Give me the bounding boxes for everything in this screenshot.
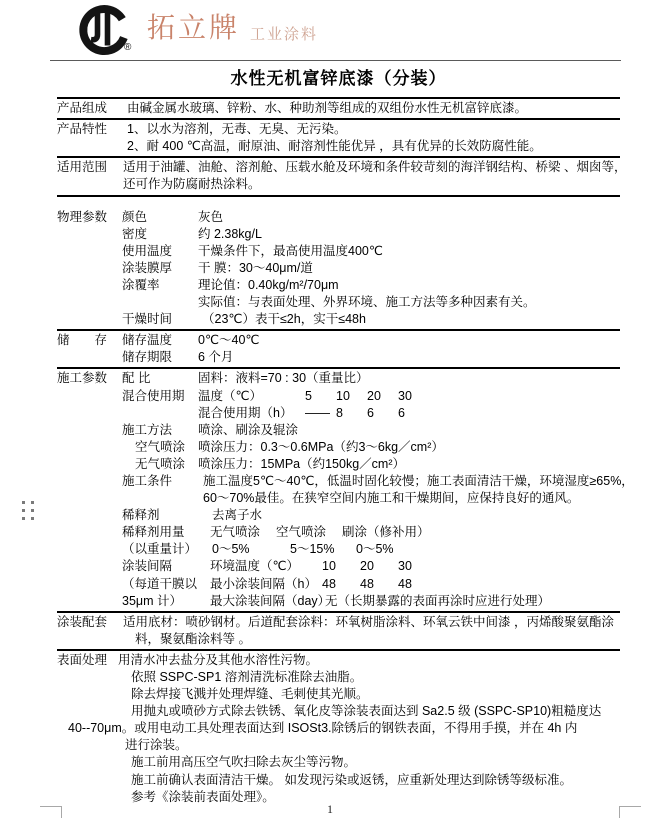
section-label: 产品特性 [57, 122, 108, 137]
section-surface-prep [57, 651, 620, 807]
section-label: 施工参数 [57, 371, 108, 386]
storage-rows [122, 332, 620, 366]
cell: 20 [367, 388, 381, 403]
section-coating-system [57, 613, 620, 649]
cell: 48 [398, 576, 412, 591]
cell: 0～5% [356, 542, 394, 557]
brand-tagline: 工业涂料 [250, 26, 319, 43]
cell: 6 [398, 405, 405, 420]
coating-first-line [57, 614, 620, 631]
section-gap [57, 197, 620, 208]
surface-line: 40--70μm。或用电动工具处理表面达到 ISOSt3.除锈后的钢铁表面，不得用手摸，并在 4h 内 [68, 721, 578, 736]
conditions-line: 施工温度5℃～40℃，低温时固化较慢；施工表面清洁干燥，环境湿度≥65%， [203, 473, 634, 488]
feature-line: 2、耐 400 ℃高温，耐原油、耐溶剂性能优异 ，具有优异的长效防腐性能。 [127, 139, 542, 154]
conditions-lines [198, 473, 634, 507]
section-label: 物理参数 [57, 209, 108, 224]
composition-text: 由碱金属水玻璃、锌粉、水、种助剂等组成的双组份水性无机富锌底漆。 [127, 101, 528, 116]
interval-max-row [198, 593, 620, 610]
features-lines [127, 121, 620, 155]
feature-line: 1、以水为溶剂，无毒、无臭、无污染。 [127, 122, 347, 137]
cell: 最大涂装间隔（day） [210, 593, 331, 608]
surface-line: 用清水冲去盐分及其他水溶性污物。 [118, 652, 319, 667]
cell: 30 [398, 388, 412, 403]
cell: 0～5% [212, 542, 250, 557]
cell: 混合使用期（h） [198, 405, 293, 420]
table-row [122, 243, 620, 260]
row-sublabel: 35μm 计） [122, 593, 182, 608]
object-anchor-dots [22, 501, 37, 525]
row-sublabel: 颜色 [122, 209, 148, 224]
cell: 48 [360, 576, 374, 591]
table-row [122, 370, 620, 387]
row-sublabel: 稀释剂 [122, 508, 160, 523]
row-value: 实际值：与表面处理、外界环境、施工方法等多种因素有关。 [198, 295, 536, 310]
cell: 无气喷涂 [210, 525, 261, 540]
section-label: 适用范围 [57, 160, 108, 175]
table-row [122, 422, 620, 439]
cell: 刷涂（修补用） [342, 525, 430, 540]
row-value: 干燥条件下，最高使用温度400℃ [198, 243, 383, 258]
cell: 20 [360, 559, 374, 574]
row-sublabel: 稀释剂用量 [122, 525, 185, 540]
section-features [57, 120, 620, 156]
surface-line: 进行涂装。 [125, 738, 188, 753]
cell: 温度（℃） [198, 388, 263, 403]
row-sublabel: 混合使用期 [122, 388, 185, 403]
scope-line: 适用于油罐、油舱、溶剂舱、压载水舱及环境和条件较苛刻的海洋钢结构、桥梁 、烟囱等， [123, 160, 627, 175]
row-sublabel: 储存温度 [122, 333, 173, 348]
row-sublabel: 干燥时间 [122, 312, 173, 327]
row-value [198, 507, 620, 524]
section-scope [57, 158, 627, 194]
coating-interval-block [122, 558, 620, 609]
document-title: 水性无机富锌底漆（分装） [230, 69, 447, 88]
pot-life-temp-row [198, 388, 620, 405]
section-physical [57, 208, 620, 330]
physical-rows [122, 209, 620, 329]
interval-min-row [198, 576, 620, 593]
row-sublabel: 无气喷涂 [135, 456, 186, 471]
thinner-amount-table [198, 524, 620, 558]
margin-corner-mark-left [40, 806, 62, 818]
row-sublabel: 空气喷涂 [135, 439, 186, 454]
row-value: 喷涂压力：0.3～0.6MPa（约3～6kg／cm²） [198, 439, 444, 454]
coating-line: 适用底材：喷砂钢材。后道配套涂料：环氧树脂涂料、环氧云铁中间漆 ，丙烯酸聚氨酯涂 [123, 614, 614, 629]
construction-rows [122, 370, 634, 609]
anchor-dot [31, 517, 34, 520]
row-value: 固料：液料=70 : 30（重量比） [198, 371, 369, 386]
row-sublabel: 涂装间隔 [122, 559, 173, 574]
cell: 10 [336, 388, 350, 403]
cell: 30 [398, 559, 412, 574]
cell: 环境温度（℃） [210, 559, 300, 574]
section-construction [57, 369, 634, 610]
cell: 10 [322, 559, 336, 574]
surface-line: 施工前用高压空气吹扫除去灰尘等污物。 [131, 755, 357, 770]
surface-line: 依照 SSPC-SP1 溶剂清洗标准除去油脂。 [131, 670, 363, 684]
registered-trademark: ® [124, 42, 132, 53]
anchor-dot [22, 501, 25, 504]
cell: 无（长期暴露的表面再涂时应进行处理） [325, 593, 551, 608]
section-composition [57, 99, 620, 118]
row-sublabel: 储存期限 [122, 350, 173, 365]
row-sublabel: 涂装膜厚 [122, 260, 173, 275]
row-sublabel: （每道干膜以 [122, 576, 198, 591]
pot-life-table [198, 388, 620, 422]
table-row [122, 439, 620, 456]
cell: 8 [336, 405, 343, 420]
row-value: 灰色 [198, 209, 224, 224]
anchor-dot [31, 509, 34, 512]
coating-interval-table [198, 558, 620, 609]
table-row [122, 277, 620, 294]
scope-lines [123, 159, 627, 193]
margin-corner-mark-right [619, 806, 641, 818]
cell: 6 [367, 405, 374, 420]
table-row [122, 209, 620, 226]
row-sublabel [122, 294, 198, 311]
surface-first-line [57, 652, 620, 669]
section-label: 产品组成 [57, 101, 108, 116]
document-content [57, 0, 634, 807]
thinner-value-row [198, 541, 620, 558]
section-label: 储 存 [57, 333, 108, 348]
row-sublabel: 使用温度 [122, 243, 173, 258]
table-row [122, 332, 620, 349]
table-row [122, 349, 620, 366]
table-row [122, 507, 620, 524]
conditions-line: 60～70%最佳。在狭窄空间内施工和干燥期间，应保持良好的通风。 [203, 491, 580, 506]
cell: —— [305, 405, 330, 420]
cell: 5 [305, 388, 312, 403]
row-sublabel-stack [122, 524, 198, 558]
section-storage [57, 331, 620, 367]
row-sublabel: 施工方法 [122, 422, 173, 437]
cell: 5～15% [290, 542, 335, 557]
row-value: 0℃～40℃ [198, 333, 260, 348]
thinner-head-row [198, 524, 620, 541]
row-value: 约 2.38kg/L [198, 226, 262, 241]
letterhead [57, 0, 620, 60]
scope-line: 还可作为防腐耐热涂料。 [123, 177, 261, 192]
table-row [122, 226, 620, 243]
surface-line: 除去焊接飞溅并处理焊缝、毛刺使其光顺。 [131, 687, 369, 702]
row-sublabel: 密度 [122, 226, 148, 241]
surface-line: 施工前确认表面清洁干燥。 如发现污染或返锈，应重新处理达到除锈等级标准。 [131, 772, 572, 787]
row-sublabel: 配 比 [122, 371, 151, 386]
row-value-text: 去离子水 [212, 508, 263, 523]
coating-line: 料，聚氨酯涂料等 。 [135, 631, 251, 646]
anchor-dot [22, 517, 25, 520]
anchor-dot [31, 501, 34, 504]
pot-life-hours-row [198, 405, 620, 422]
row-value: 喷涂压力：15MPa（约150kg／cm²） [198, 456, 405, 471]
table-row [122, 456, 620, 473]
table-row [122, 260, 620, 277]
interval-temp-row [198, 558, 620, 575]
row-sublabel: （以重量计） [122, 542, 198, 557]
anchor-dot [22, 509, 25, 512]
row-value: 喷涂、刷涂及辊涂 [198, 422, 299, 437]
row-value: 理论值：0.40kg/m²/70μm [198, 277, 339, 292]
row-sublabel-stack [122, 558, 198, 609]
cell: 最小涂装间隔（h） [210, 576, 317, 591]
section-label: 表面处理 [57, 652, 108, 667]
table-row [122, 311, 620, 328]
table-row [122, 294, 620, 311]
surface-line: 参考《涂装前表面处理》。 [131, 789, 275, 804]
pot-life-block [122, 388, 620, 422]
page-number: 1 [327, 802, 333, 816]
row-value: （23℃）表干≤2h，实干≤48h [202, 312, 366, 327]
section-label: 涂装配套 [57, 614, 108, 629]
row-sublabel: 涂覆率 [122, 277, 160, 292]
conditions-block [122, 473, 634, 507]
thinner-amount-block [122, 524, 620, 558]
brand-name: 拓立牌 [147, 12, 241, 43]
surface-line: 用抛丸或喷砂方式除去铁锈、氧化皮等涂装表面达到 Sa2.5 级 (SSPC-SP10)粗糙度达 [131, 704, 602, 719]
row-sublabel: 施工条件 [122, 473, 173, 488]
row-value: 6 个月 [198, 350, 234, 365]
cell: 空气喷涂 [276, 525, 327, 540]
row-value: 干 膜：30～40μm/道 [198, 260, 313, 275]
cell: 48 [322, 576, 336, 591]
